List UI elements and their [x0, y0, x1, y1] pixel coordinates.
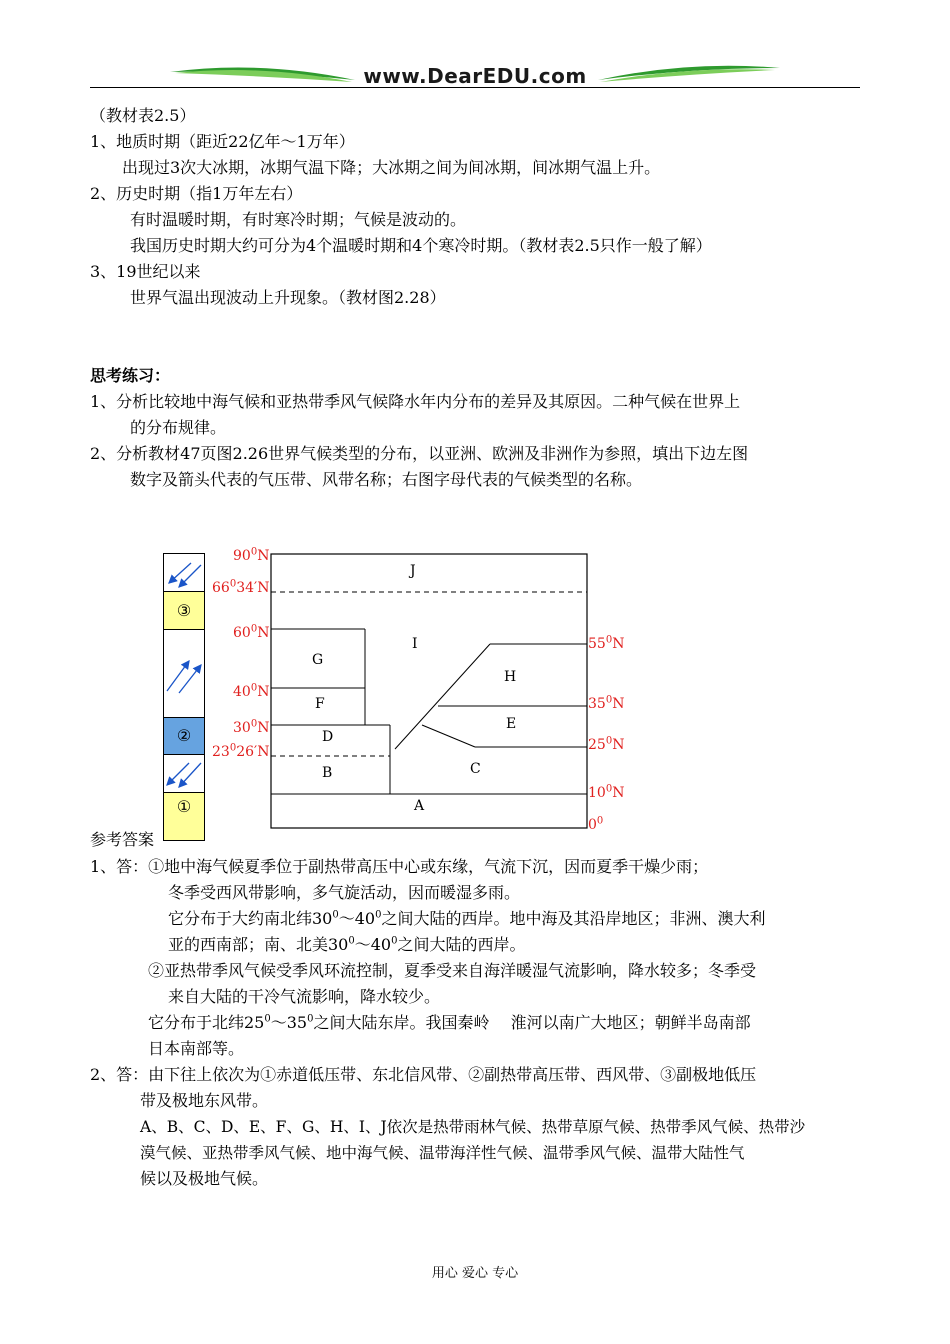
answer-line: 冬季受西风带影响，多气旋活动，因而暖湿多雨。 [168, 883, 521, 902]
text-line: 出现过3次大冰期，冰期气温下降；大冰期之间为间冰期，间冰期气温上升。 [122, 158, 661, 177]
zone-D: D [322, 729, 334, 745]
lat-label-0: $0^0$ [588, 815, 604, 833]
answer-line: 候以及极地气候。 [140, 1169, 269, 1188]
divider-EC-diagonal [422, 725, 475, 747]
answer-line: ②亚热带季风气候受季风环流控制，夏季受来自海洋暖湿气流影响，降水较多；冬季受 [148, 961, 757, 980]
lat-label-55N: $55^0N$ [588, 634, 625, 652]
lat-label-10N: $10^0N$ [588, 783, 625, 801]
answer-line: 亚的西南部；南、北美$30^0\sim 40^0$之间大陆的西岸。 [168, 935, 526, 954]
zone-G: G [312, 652, 324, 668]
answer-line: 带及极地东风带。 [140, 1091, 269, 1110]
lat-label-23N: $23^026'N$ [212, 742, 270, 760]
text-line: 有时温暖时期，有时寒冷时期；气候是波动的。 [130, 210, 467, 229]
answer-title: 参考答案 [90, 830, 155, 849]
belt-cell-3: ③ [163, 591, 205, 630]
lat-label-40N: $40^0N$ [233, 682, 270, 700]
lat-label-30N: $30^0N$ [233, 718, 270, 736]
text-line: 3、19世纪以来 [90, 262, 201, 281]
zone-C: C [470, 761, 481, 777]
text-line: （教材表2.5） [90, 106, 196, 125]
lat-label-60N: $60^0N$ [233, 623, 270, 641]
arrow-trade-wind-1 [167, 763, 189, 785]
zone-J: J [410, 563, 416, 579]
answer-line: 日本南部等。 [148, 1039, 245, 1058]
zone-A: A [414, 798, 425, 814]
answer-line: 1、答：①地中海气候夏季位于副热带高压中心或东缘，气流下沉，因而夏季干燥少雨； [90, 857, 709, 876]
answer-line: 它分布于大约南北纬$30^0\sim 40^0$之间大陆的西岸。地中海及其沿岸地区；非洲、澳大利 [168, 909, 766, 928]
question-line: 的分布规律。 [130, 418, 227, 437]
answer-line: 漠气候、亚热带季风气候、地中海气候、温带海洋性气候、温带季风气候、温带大陆性气 [140, 1144, 745, 1162]
header-rule [90, 87, 860, 88]
arrow-westerly-1 [167, 661, 189, 691]
text-line: 我国历史时期大约可分为4个温暖时期和4个寒冷时期。（教材表2.5只作一般了解） [130, 236, 712, 255]
answer-line: A、B、C、D、E、F、G、H、I、J依次是热带雨林气候、热带草原气候、热带季风气候、热带沙 [140, 1118, 806, 1136]
zone-E: E [506, 716, 517, 732]
arrow-polar-easterly-1 [169, 563, 191, 583]
text-line: 2、历史时期（指1万年左右） [90, 184, 303, 203]
lat-label-35N: $35^0N$ [588, 694, 625, 712]
zone-I: I [412, 636, 418, 652]
lat-label-66N: $66^034'N$ [212, 578, 270, 596]
answer-line: 2、答：由下往上依次为①赤道低压带、东北信风带、②副热带高压带、西风带、③副极地低压 [90, 1065, 757, 1084]
exercise-title: 思考练习： [90, 366, 171, 385]
zone-H: H [504, 669, 517, 685]
zone-F: F [315, 696, 325, 712]
answer-line: 它分布于北纬$25^0\sim 35^0$之间大陆东岸。我国秦岭 淮河以南广大地区；朝鲜半岛南部 [148, 1013, 751, 1032]
belt-cell-1: ① [163, 792, 205, 841]
lat-label-90N: $90^0N$ [233, 546, 270, 564]
zone-B: B [322, 765, 333, 781]
lat-label-25N: $25^0N$ [588, 735, 625, 753]
page-footer: 用心 爱心 专心 [431, 1266, 519, 1281]
climate-zone-diagram [270, 553, 588, 829]
answer-line: 来自大陆的干冷气流影响，降水较少。 [168, 987, 441, 1006]
diagram-frame [271, 554, 587, 828]
arrow-polar-easterly-2 [179, 565, 201, 587]
question-line: 数字及箭头代表的气压带、风带名称；右图字母代表的气候类型的名称。 [130, 470, 643, 489]
wind-arrows [163, 553, 205, 841]
text-line: 1、地质时期（距近22亿年～1万年） [90, 132, 355, 151]
text-line: 世界气温出现波动上升现象。（教材图2.28） [130, 288, 446, 307]
arrow-trade-wind-2 [179, 763, 201, 787]
belt-cell-2: ② [163, 717, 205, 755]
question-line: 2、分析教材47页图2.26世界气候类型的分布，以亚洲、欧洲及非洲作为参照，填出下边左图 [90, 444, 749, 463]
site-logo[interactable]: www.DearEDU.com [363, 64, 587, 88]
question-line: 1、分析比较地中海气候和亚热带季风气候降水年内分布的差异及其原因。二种气候在世界上 [90, 392, 741, 411]
